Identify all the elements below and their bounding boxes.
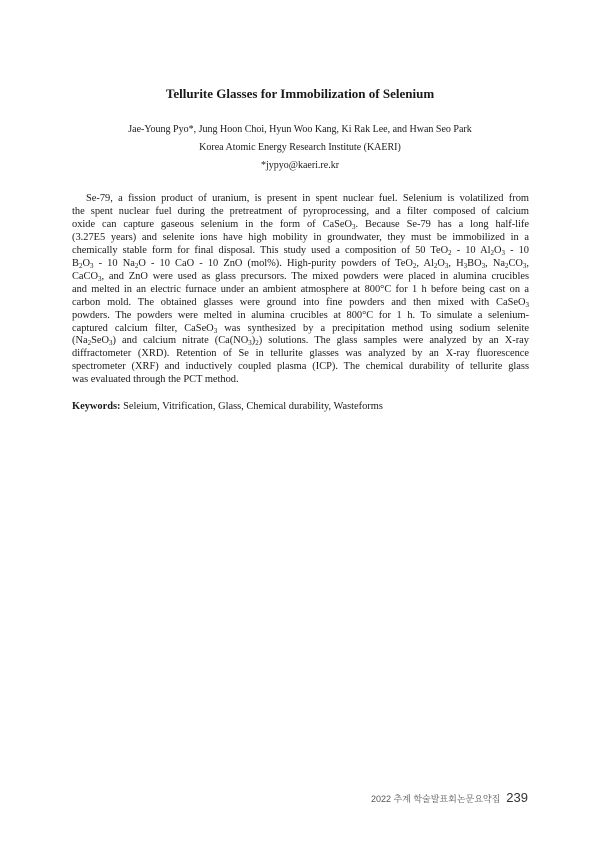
subscript: 2 xyxy=(412,261,417,270)
abstract-text: was synthesized by a precipitation method using sodium selenite xyxy=(217,322,529,334)
abstract-text: oxide can capture gaseous selenium in the form of CaSeO xyxy=(72,218,353,230)
abstract-text: and melted in an electric furnace under an ambient atmosphere at 800°C for 1 h before being cast on a xyxy=(72,283,529,295)
abstract-text: SeO xyxy=(91,335,109,347)
abstract-text: , Al xyxy=(416,257,434,269)
abstract-text: . Because Se-79 has a long half-life xyxy=(355,218,530,230)
abstract-text: spectrometer (XRF) and inductively coupled plasma (ICP). The chemical durability of tellurite glass xyxy=(72,361,529,373)
abstract-body xyxy=(72,193,529,387)
abstract-text: (3.27E5 years) and selenite ions have high mobility in groundwater, they must be immobilized in a xyxy=(72,231,529,243)
subscript: 3 xyxy=(525,300,529,309)
subscript: 3 xyxy=(481,261,486,270)
abstract-text: O - 10 CaO - 10 ZnO (mol%). High-purity powders of TeO xyxy=(138,257,413,269)
abstract-text: CO xyxy=(508,257,523,269)
keywords xyxy=(72,401,529,412)
subscript: 3 xyxy=(108,339,113,348)
page-footer xyxy=(371,790,528,805)
abstract-text: - 10 xyxy=(505,244,529,256)
abstract-line xyxy=(72,271,529,284)
subscript: 2 xyxy=(504,261,509,270)
abstract-line xyxy=(72,245,529,258)
abstract-text: the spent nuclear fuel during the pretreatment of pyroprocessing, and a filter composed of calcium xyxy=(72,205,529,217)
proceedings-title: 2022 추계 학술발표회논문요약집 xyxy=(370,794,501,804)
abstract-line xyxy=(72,323,529,336)
abstract-text: , H xyxy=(448,257,464,269)
author-list: Jae-Young Pyo*, Jung Hoon Choi, Hyun Woo Kang, Ki Rak Lee, and Hwan Seo Park xyxy=(128,124,472,135)
abstract-text: - 10 Al xyxy=(451,244,491,256)
subscript: 2 xyxy=(433,261,438,270)
abstract-text: , xyxy=(526,257,529,269)
subscript: 3 xyxy=(352,222,356,231)
subscript: 3 xyxy=(501,248,506,257)
abstract-line xyxy=(72,258,529,271)
subscript: 2 xyxy=(255,339,259,348)
abstract-line xyxy=(72,348,529,361)
corresponding-email[interactable]: *jypyo@kaeri.re.kr xyxy=(260,160,340,171)
abstract-line xyxy=(72,284,529,297)
subscript: 2 xyxy=(490,248,494,257)
abstract-text: ) xyxy=(251,335,256,347)
abstract-text: O xyxy=(494,244,502,256)
subscript: 3 xyxy=(248,339,252,348)
subscript: 2 xyxy=(87,339,92,348)
abstract-text: , and ZnO were used as glass precursors. The mixed powders were placed in alumina crucibles xyxy=(101,270,529,282)
abstract-text: O xyxy=(437,257,445,269)
subscript: 3 xyxy=(89,261,94,270)
abstract-text: , Na xyxy=(485,257,505,269)
paper-title: Tellurite Glasses for Immobilization of Selenium xyxy=(165,86,435,101)
keywords-label: Keywords: xyxy=(72,401,121,412)
abstract-text: ) solutions. The glass samples were analyzed by an X-ray xyxy=(258,335,529,347)
subscript: 3 xyxy=(444,261,449,270)
abstract-line xyxy=(72,297,529,310)
abstract-line xyxy=(72,310,529,323)
abstract-text: B xyxy=(72,257,79,269)
subscript: 3 xyxy=(213,326,218,335)
abstract-line xyxy=(72,206,529,219)
page-number: 239 xyxy=(506,790,528,805)
abstract-text: ) and calcium nitrate (Ca(NO xyxy=(112,335,249,347)
subscript: 3 xyxy=(522,261,527,270)
subscript: 2 xyxy=(78,261,83,270)
abstract-text: BO xyxy=(467,257,482,269)
subscript: 3 xyxy=(463,261,468,270)
affiliation: Korea Atomic Energy Research Institute (KAERI) xyxy=(199,142,401,153)
abstract-text: Se-79, a fission product of uranium, is present in spent nuclear fuel. Selenium is volatilized from xyxy=(86,193,529,204)
abstract-line xyxy=(72,361,529,374)
subscript: 2 xyxy=(134,261,139,270)
abstract-line xyxy=(72,219,529,232)
abstract-text: diffractometer (XRD). Retention of Se in tellurite glasses was analyzed by an X-ray fluorescence xyxy=(72,348,529,360)
keywords-text: Seleium, Vitrification, Glass, Chemical durability, Wasteforms xyxy=(120,401,383,412)
subscript: 3 xyxy=(97,274,102,283)
abstract-text: CaCO xyxy=(72,270,98,282)
abstract-text: captured calcium filter, CaSeO xyxy=(72,322,214,334)
subscript: 2 xyxy=(448,248,452,257)
abstract-line xyxy=(72,335,529,348)
abstract-line xyxy=(72,193,529,206)
abstract-line xyxy=(72,374,529,387)
abstract-text: (Na xyxy=(72,335,88,347)
abstract-text: - 10 Na xyxy=(93,257,135,269)
abstract-text: carbon mold. The obtained glasses were ground into fine powders and then mixed with CaSeO xyxy=(72,296,526,308)
abstract-text: O xyxy=(82,257,90,269)
abstract-line xyxy=(72,232,529,245)
abstract-text: chemically stable form for final disposal. This study used a composition of 50 TeO xyxy=(72,244,449,256)
abstract-text: was evaluated through the PCT method. xyxy=(72,374,239,386)
abstract-text: powders. The powders were melted in alumina crucibles at 800°C for 1 h. To simulate a selenium- xyxy=(72,309,529,321)
